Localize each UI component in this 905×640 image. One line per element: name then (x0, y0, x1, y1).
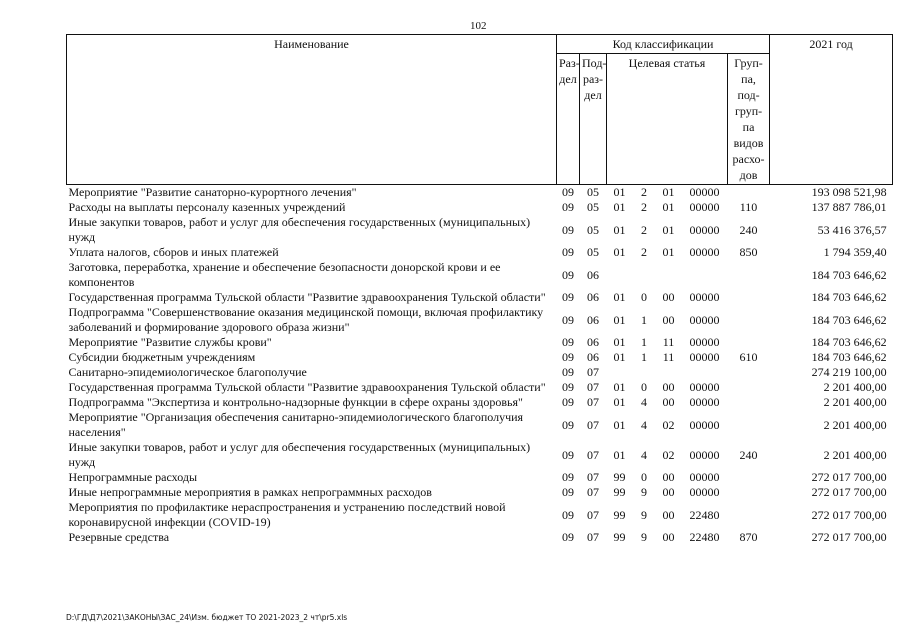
row-name: Мероприятие "Развитие санаторно-курортного лечения" (68, 185, 357, 199)
row-event: 00 (662, 530, 675, 544)
row-direction: 22480 (689, 530, 720, 544)
row-direction: 00000 (689, 290, 720, 304)
row-event: 02 (662, 447, 675, 462)
row-direction: 22480 (689, 507, 720, 522)
row-name: Санитарно-эпидемиологическое благополучие (68, 365, 307, 379)
row-name: Мероприятие "Организация обеспечения санитарно-эпидемиологического благополучия населения" (68, 410, 524, 439)
row-direction: 00000 (689, 200, 720, 214)
row-subsection: 07 (587, 470, 599, 484)
row-section: 09 (562, 245, 574, 259)
row-subprogram: 4 (641, 447, 647, 462)
table-row (67, 380, 893, 395)
row-program: 01 (613, 380, 626, 394)
header-classification: Код классификации (557, 35, 770, 54)
table-row (67, 530, 893, 545)
header-subsection: Под- раз- дел (580, 54, 607, 185)
row-program: 99 (613, 485, 626, 499)
row-event: 00 (662, 470, 675, 484)
row-direction: 00000 (689, 312, 720, 327)
row-section: 09 (562, 222, 574, 237)
row-amount: 272 017 700,00 (811, 507, 887, 522)
row-name: Заготовка, переработка, хранение и обеспечение безопасности донорской крови и ее компонентов (68, 260, 501, 289)
row-subprogram: 0 (641, 380, 647, 394)
row-section: 09 (562, 365, 574, 379)
table-row (67, 395, 893, 410)
row-subsection: 05 (587, 200, 599, 214)
row-subsection: 06 (587, 290, 599, 304)
row-section: 09 (562, 447, 574, 462)
row-event: 01 (662, 200, 675, 214)
row-name: Мероприятие "Развитие службы крови" (68, 335, 272, 349)
row-section: 09 (562, 485, 574, 499)
row-subsection: 07 (587, 395, 599, 409)
row-event: 00 (662, 312, 675, 327)
row-event: 00 (662, 290, 675, 304)
row-subprogram: 2 (641, 245, 647, 259)
table-row (67, 440, 893, 470)
row-amount: 272 017 700,00 (811, 470, 887, 484)
row-section: 09 (562, 395, 574, 409)
row-section: 09 (562, 290, 574, 304)
row-program: 01 (613, 350, 626, 364)
row-event (656, 260, 682, 290)
row-subsection: 07 (587, 485, 599, 499)
row-subprogram: 4 (641, 395, 647, 409)
row-program: 01 (613, 245, 626, 259)
row-event: 02 (662, 417, 675, 432)
row-expense-type: 870 (739, 530, 758, 544)
row-direction: 00000 (689, 485, 720, 499)
row-amount: 184 703 646,62 (811, 312, 887, 327)
row-direction: 00000 (689, 222, 720, 237)
row-subsection: 07 (587, 530, 599, 544)
file-path-footer: D:\ГД\Д7\2021\ЗАКОНЫ\ЗАС_24\Изм. бюджет ТО 2021-2023_2 чт\pr5.xls (66, 613, 348, 622)
row-subsection: 06 (587, 312, 599, 327)
row-section: 09 (562, 470, 574, 484)
table-row (67, 410, 893, 440)
row-subprogram: 1 (641, 312, 647, 327)
row-name: Резервные средства (68, 530, 170, 544)
row-amount: 2 201 400,00 (823, 380, 887, 394)
row-subprogram: 0 (641, 290, 647, 304)
row-subprogram (633, 260, 656, 290)
row-subprogram: 9 (641, 530, 647, 544)
row-amount: 137 887 786,01 (811, 200, 887, 214)
row-subsection: 05 (587, 185, 599, 199)
row-amount: 184 703 646,62 (811, 267, 887, 282)
row-name: Государственная программа Тульской области "Развитие здравоохранения Тульской области" (68, 290, 546, 304)
row-amount: 53 416 376,57 (817, 222, 887, 237)
table-row (67, 245, 893, 260)
header-target-article: Целевая статья (607, 54, 728, 185)
row-event: 01 (662, 185, 675, 199)
row-direction: 00000 (689, 447, 720, 462)
row-direction: 00000 (689, 335, 720, 349)
row-direction (682, 260, 728, 290)
row-amount: 2 201 400,00 (823, 395, 887, 409)
row-subsection: 07 (587, 417, 599, 432)
row-subsection: 05 (587, 245, 599, 259)
row-name: Подпрограмма "Совершенствование оказания медицинской помощи, включая профилактику заболеваний и формирование здорового образа жизни" (68, 305, 544, 334)
row-section: 09 (562, 350, 574, 364)
row-subprogram: 4 (641, 417, 647, 432)
row-expense-type (728, 185, 770, 201)
table-row (67, 260, 893, 290)
table-row (67, 470, 893, 485)
row-section: 09 (562, 185, 574, 199)
row-program: 99 (613, 507, 626, 522)
row-direction: 00000 (689, 350, 720, 364)
row-amount: 2 201 400,00 (823, 417, 887, 432)
row-name: Подпрограмма "Экспертиза и контрольно-надзорные функции в сфере охраны здоровья" (68, 395, 523, 409)
row-expense-type (728, 335, 770, 350)
row-direction: 00000 (689, 380, 720, 394)
row-program: 01 (613, 417, 626, 432)
row-amount: 2 201 400,00 (823, 447, 887, 462)
row-direction: 00000 (689, 245, 720, 259)
header-expense-group: Груп- па, под- груп- па видов расхо- дов (728, 54, 770, 185)
row-program: 01 (613, 447, 626, 462)
row-subsection: 07 (587, 447, 599, 462)
header-year: 2021 год (770, 35, 893, 185)
row-expense-type (728, 395, 770, 410)
row-expense-type: 610 (739, 350, 758, 364)
row-subsection: 05 (587, 222, 599, 237)
row-name: Субсидии бюджетным учреждениям (68, 350, 256, 364)
row-section: 09 (562, 380, 574, 394)
row-subprogram: 0 (641, 470, 647, 484)
row-subsection: 07 (587, 380, 599, 394)
row-program: 01 (613, 185, 626, 199)
row-section: 09 (562, 530, 574, 544)
row-amount: 272 017 700,00 (811, 530, 887, 544)
row-event: 01 (662, 245, 675, 259)
header-name: Наименование (67, 35, 557, 185)
row-event: 00 (662, 485, 675, 499)
row-expense-type (728, 470, 770, 485)
row-amount: 272 017 700,00 (811, 485, 887, 499)
header-section: Раз- дел (557, 54, 580, 185)
row-expense-type: 240 (739, 447, 758, 462)
row-subsection: 06 (587, 267, 599, 282)
row-name: Государственная программа Тульской области "Развитие здравоохранения Тульской области" (68, 380, 546, 394)
row-amount: 184 703 646,62 (811, 335, 887, 349)
row-section: 09 (562, 417, 574, 432)
row-program (607, 365, 633, 380)
table-row (67, 350, 893, 365)
row-expense-type (728, 260, 770, 290)
row-event: 11 (662, 335, 675, 349)
table-row (67, 185, 893, 201)
row-expense-type: 850 (739, 245, 758, 259)
row-expense-type (728, 305, 770, 335)
row-expense-type: 240 (739, 222, 758, 237)
page-number: 102 (470, 20, 487, 32)
row-name: Непрограммные расходы (68, 470, 198, 484)
row-subsection: 07 (587, 507, 599, 522)
row-event: 00 (662, 380, 675, 394)
row-expense-type (728, 500, 770, 530)
row-expense-type (728, 365, 770, 380)
row-event: 11 (662, 350, 675, 364)
table-row (67, 305, 893, 335)
row-subprogram: 1 (641, 335, 647, 349)
row-expense-type (728, 290, 770, 305)
row-subsection: 06 (587, 335, 599, 349)
row-amount: 184 703 646,62 (811, 290, 887, 304)
row-program: 01 (613, 395, 626, 409)
row-name: Иные закупки товаров, работ и услуг для обеспечения государственных (муниципальных) нужд (68, 440, 531, 469)
table-row (67, 365, 893, 380)
table-row (67, 290, 893, 305)
row-subprogram (633, 365, 656, 380)
row-direction: 00000 (689, 185, 720, 199)
row-section: 09 (562, 200, 574, 214)
budget-table-container (66, 34, 892, 545)
row-expense-type (728, 380, 770, 395)
row-program: 99 (613, 470, 626, 484)
row-program (607, 260, 633, 290)
budget-table (66, 34, 893, 545)
row-program: 01 (613, 335, 626, 349)
row-name: Мероприятия по профилактике нераспространения и устранению последствий новой коронавирусной инфекции (COVID-19) (68, 500, 506, 529)
row-direction: 00000 (689, 395, 720, 409)
row-expense-type (728, 485, 770, 500)
row-subprogram: 9 (641, 507, 647, 522)
table-row (67, 335, 893, 350)
row-amount: 193 098 521,98 (811, 185, 887, 199)
row-event: 00 (662, 395, 675, 409)
row-direction (682, 365, 728, 380)
row-program: 99 (613, 530, 626, 544)
row-amount: 274 219 100,00 (811, 365, 887, 379)
row-amount: 184 703 646,62 (811, 350, 887, 364)
row-event (656, 365, 682, 380)
row-expense-type: 110 (739, 200, 758, 214)
row-subsection: 07 (587, 365, 599, 379)
row-subprogram: 2 (641, 185, 647, 199)
row-expense-type (728, 410, 770, 440)
row-event: 00 (662, 507, 675, 522)
row-amount: 1 794 359,40 (823, 245, 887, 259)
row-subsection: 06 (587, 350, 599, 364)
table-body (67, 185, 893, 546)
row-direction: 00000 (689, 470, 720, 484)
table-row (67, 485, 893, 500)
row-subprogram: 2 (641, 222, 647, 237)
row-section: 09 (562, 312, 574, 327)
row-event: 01 (662, 222, 675, 237)
row-name: Расходы на выплаты персоналу казенных учреждений (68, 200, 346, 214)
row-subprogram: 1 (641, 350, 647, 364)
row-name: Иные непрограммные мероприятия в рамках непрограммных расходов (68, 485, 432, 499)
table-row (67, 500, 893, 530)
row-program: 01 (613, 312, 626, 327)
table-header (67, 35, 893, 185)
row-subprogram: 9 (641, 485, 647, 499)
row-program: 01 (613, 290, 626, 304)
table-row (67, 200, 893, 215)
row-name: Уплата налогов, сборов и иных платежей (68, 245, 279, 259)
row-direction: 00000 (689, 417, 720, 432)
row-name: Иные закупки товаров, работ и услуг для обеспечения государственных (муниципальных) нужд (68, 215, 531, 244)
row-section: 09 (562, 335, 574, 349)
row-section: 09 (562, 267, 574, 282)
row-subprogram: 2 (641, 200, 647, 214)
row-program: 01 (613, 200, 626, 214)
row-section: 09 (562, 507, 574, 522)
row-program: 01 (613, 222, 626, 237)
table-row (67, 215, 893, 245)
